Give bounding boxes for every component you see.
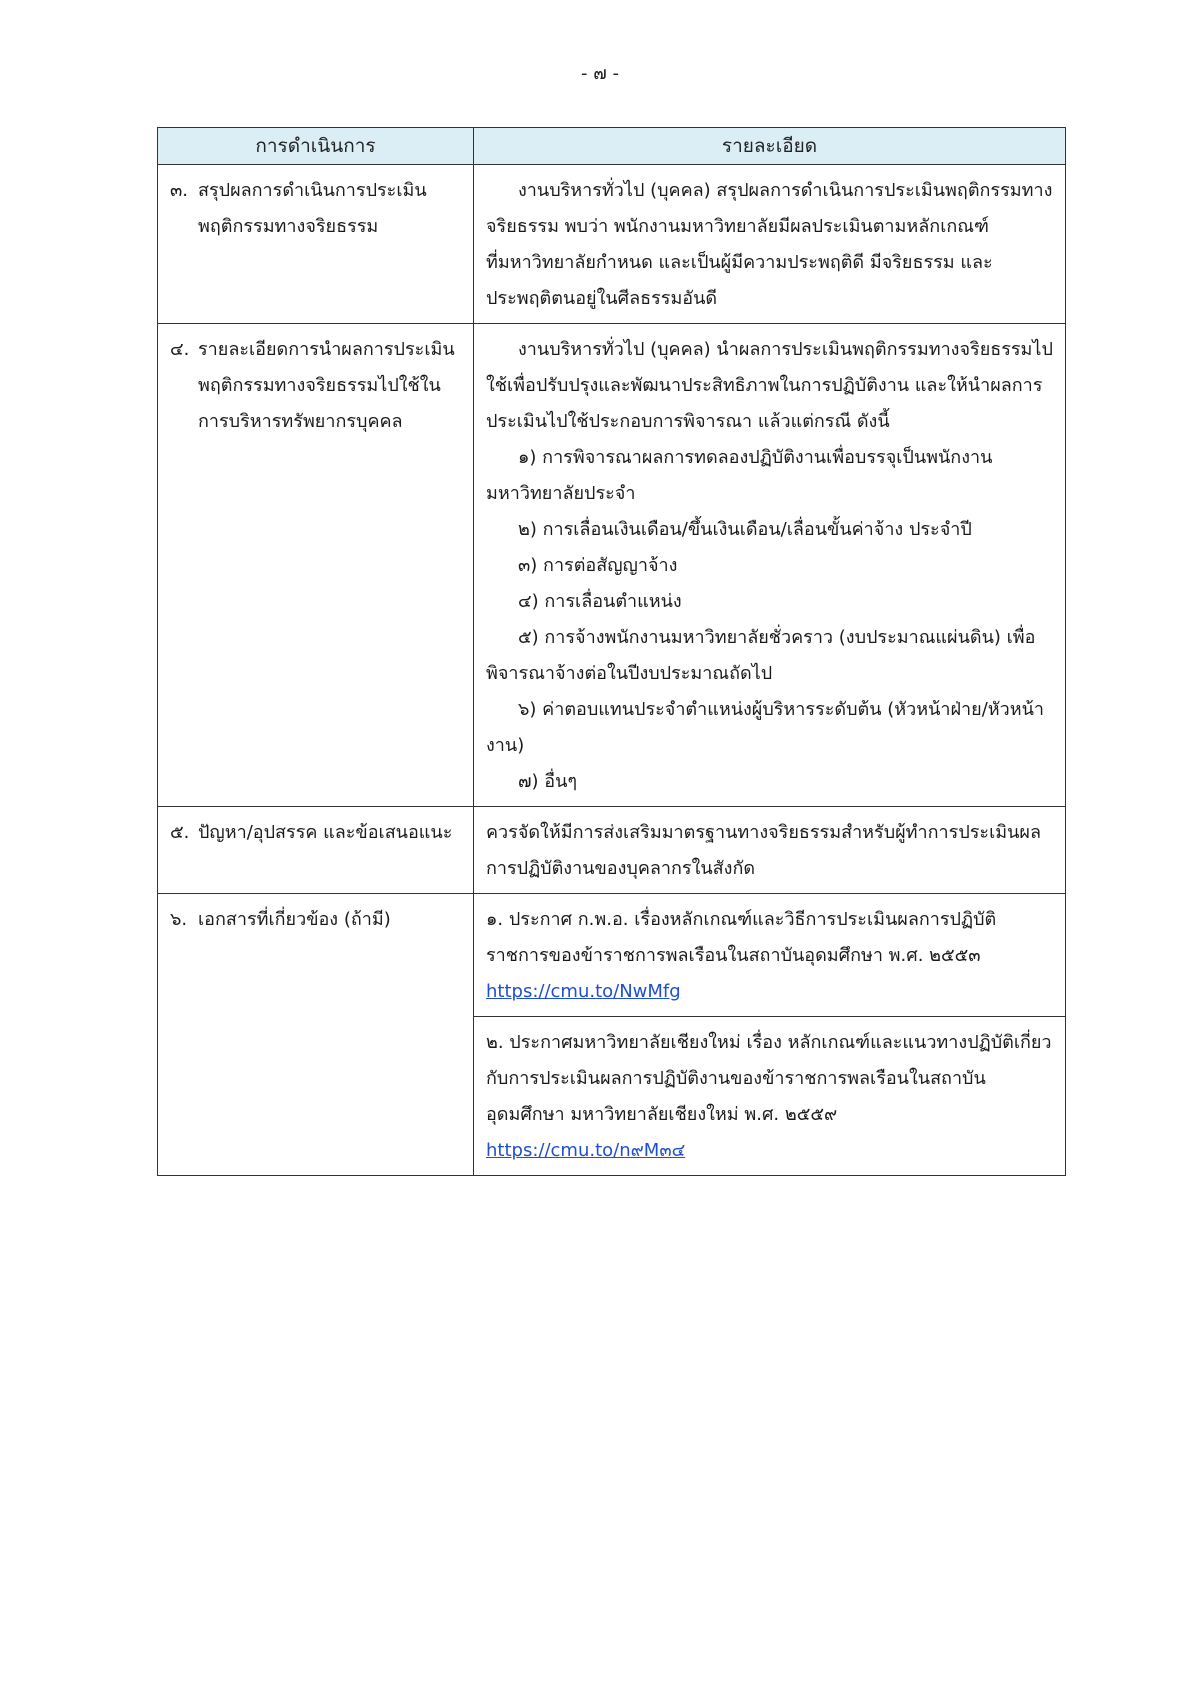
- topic-cell: [158, 324, 474, 807]
- document-text: ๑. ประกาศ ก.พ.อ. เรื่องหลักเกณฑ์และวิธีการประเมินผลการปฏิบัติราชการของข้าราชการพลเรือนในสถาบันอุดมศึกษา พ.ศ. ๒๕๕๓: [486, 909, 997, 966]
- detail-paragraph: ที่มหาวิทยาลัยกำหนด และเป็นผู้มีความประพฤติดี มีจริยธรรม และประพฤติตนอยู่ในศีลธรรมอันดี: [486, 252, 993, 309]
- topic-number: ๓.: [170, 180, 189, 201]
- report-table: [157, 127, 1066, 1176]
- list-item: ๔) การเลื่อนตำแหน่ง: [518, 591, 682, 612]
- detail-cell: [474, 324, 1066, 807]
- detail-cell: [474, 165, 1066, 324]
- table-row: [158, 165, 1066, 324]
- detail-paragraph: งานบริหารทั่วไป (บุคคล) สรุปผลการดำเนินการประเมินพฤติกรรมทางจริยธรรม พบว่า พนักงานมหาวิทยาลัยมีผลประเมินตามหลักเกณฑ์: [486, 180, 1053, 237]
- list-item: ๒) การเลื่อนเงินเดือน/ขึ้นเงินเดือน/เลื่อนขั้นค่าจ้าง ประจำปี: [518, 519, 972, 540]
- detail-paragraph: ควรจัดให้มีการส่งเสริมมาตรฐานทางจริยธรรมสำหรับผู้ทำการประเมินผลการปฏิบัติงานของบุคลากรในสังกัด: [486, 822, 1041, 879]
- header-operation: การดำเนินการ: [158, 128, 474, 165]
- detail-paragraph: งานบริหารทั่วไป (บุคคล) นำผลการประเมินพฤติกรรมทางจริยธรรมไปใช้เพื่อปรับปรุงและพัฒนาประสิทธิภาพในการปฏิบัติงาน และให้นำผลการประเมินไปใช้ประกอบการพิจารณา แล้วแต่กรณี ดังนี้: [486, 339, 1053, 432]
- topic-number: ๕.: [170, 822, 190, 843]
- document-link[interactable]: https://cmu.to/NwMfg: [486, 981, 681, 1002]
- topic-title: เอกสารที่เกี่ยวข้อง (ถ้ามี): [198, 909, 391, 930]
- topic-title: ปัญหา/อุปสรรค และข้อเสนอแนะ: [198, 822, 453, 843]
- topic-number: ๔.: [170, 339, 190, 360]
- document-text: ๒. ประกาศมหาวิทยาลัยเชียงใหม่ เรื่อง หลักเกณฑ์และแนวทางปฏิบัติเกี่ยวกับการประเมินผลการปฏิบัติงานของข้าราชการพลเรือนในสถาบันอุดมศึกษา มหาวิทยาลัยเชียงใหม่ พ.ศ. ๒๕๕๙: [486, 1032, 1052, 1125]
- list-item: ๑) การพิจารณาผลการทดลองปฏิบัติงานเพื่อบรรจุเป็นพนักงานมหาวิทยาลัยประจำ: [486, 447, 993, 504]
- topic-title: รายละเอียดการนำผลการประเมินพฤติกรรมทางจริยธรรมไปใช้ในการบริหารทรัพยากรบุคคล: [198, 339, 455, 432]
- header-details: รายละเอียด: [474, 128, 1066, 165]
- table-row: [158, 324, 1066, 807]
- topic-cell: [158, 807, 474, 894]
- topic-number: ๖.: [170, 909, 188, 930]
- table-header-row: [158, 128, 1066, 165]
- page-number: - ๗ -: [581, 63, 619, 84]
- topic-cell: [158, 894, 474, 1176]
- list-item: ๕) การจ้างพนักงานมหาวิทยาลัยชั่วคราว (งบประมาณแผ่นดิน) เพื่อพิจารณาจ้างต่อในปีงบประมาณถัดไป: [486, 627, 1036, 684]
- list-item: ๓) การต่อสัญญาจ้าง: [518, 555, 678, 576]
- table-row: [158, 807, 1066, 894]
- topic-cell: [158, 165, 474, 324]
- detail-cell: [474, 807, 1066, 894]
- document-link[interactable]: https://cmu.to/n๙M๓๔: [486, 1140, 686, 1161]
- topic-title: สรุปผลการดำเนินการประเมินพฤติกรรมทางจริยธรรม: [198, 180, 427, 237]
- list-item: ๖) ค่าตอบแทนประจำตำแหน่งผู้บริหารระดับต้น (หัวหน้าฝ่าย/หัวหน้างาน): [486, 699, 1045, 756]
- document-cell: [474, 894, 1066, 1017]
- list-item: ๗) อื่นๆ: [518, 771, 578, 792]
- document-cell: [474, 1017, 1066, 1176]
- table-row: [158, 894, 1066, 1017]
